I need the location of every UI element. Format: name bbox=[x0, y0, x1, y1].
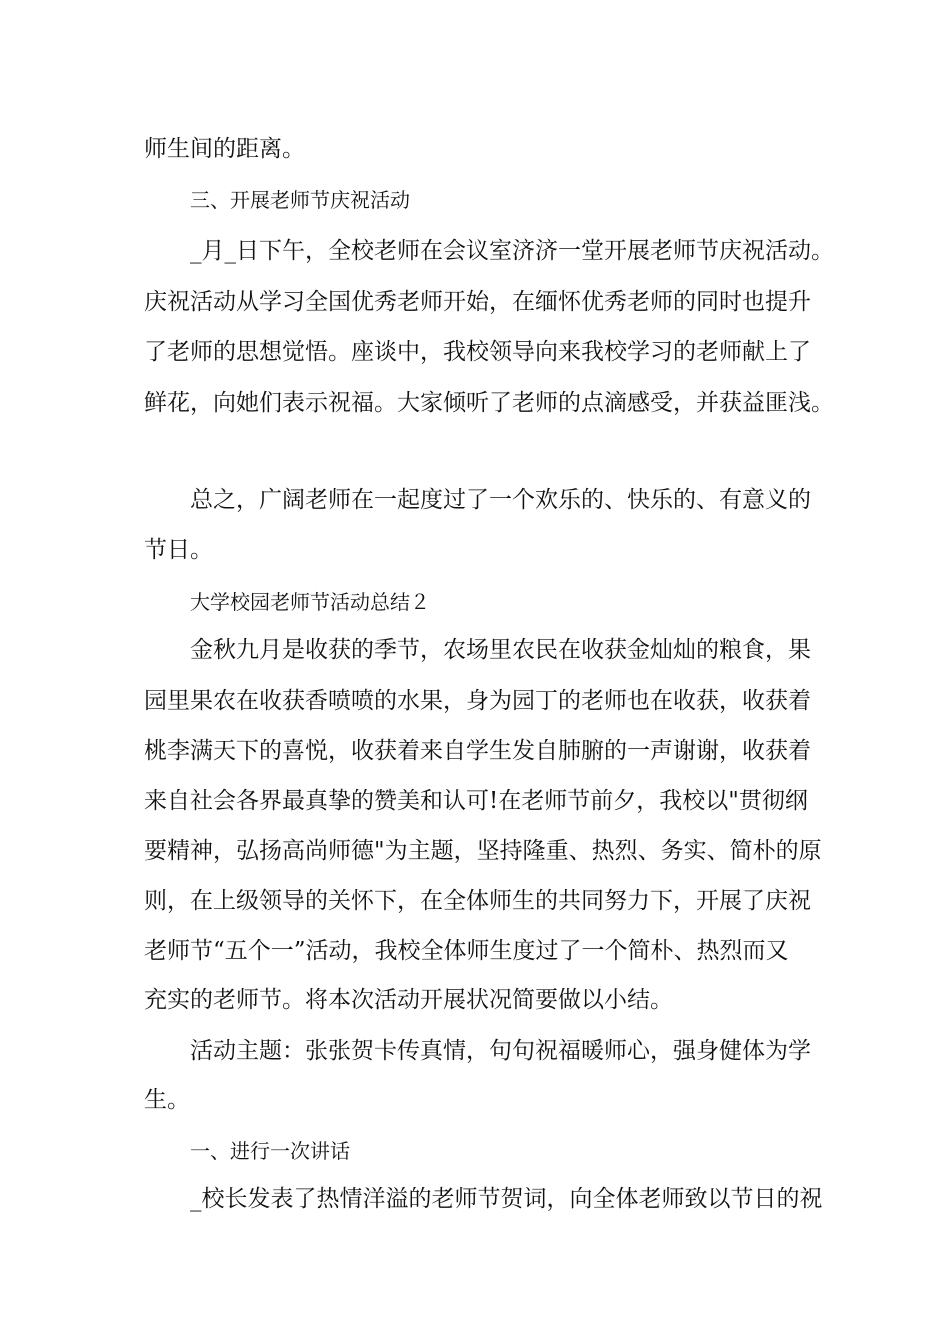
paragraph-line: 总之，广阔老师在一起度过了一个欢乐的、快乐的、有意义的 bbox=[190, 487, 811, 513]
paragraph-line: _校长发表了热情洋溢的老师节贺词，向全体老师致以节日的祝 bbox=[190, 1186, 823, 1212]
paragraph-line: 园里果农在收获香喷喷的水果，身为园丁的老师也在收获，收获着 bbox=[144, 688, 811, 714]
paragraph-line: 桃李满天下的喜悦，收获着来自学生发自肺腑的一声谢谢，收获着 bbox=[144, 738, 811, 764]
paragraph-line: 要精神，弘扬高尚师德"为主题，坚持隆重、热烈、务实、简朴的原 bbox=[144, 838, 822, 864]
paragraph-line: 活动主题：张张贺卡传真情，句句祝福暖师心，强身健体为学 bbox=[190, 1038, 811, 1064]
paragraph-line: 了老师的思想觉悟。座谈中，我校领导向来我校学习的老师献上了 bbox=[144, 339, 811, 365]
paragraph-line: 庆祝活动从学习全国优秀老师开始，在缅怀优秀老师的同时也提升 bbox=[144, 289, 811, 315]
paragraph-line: 来自社会各界最真挚的赞美和认可!在老师节前夕，我校以"贯彻纲 bbox=[144, 788, 808, 814]
section-heading: 三、开展老师节庆祝活动 bbox=[190, 188, 410, 212]
paragraph-line: 鲜花，向她们表示祝福。大家倾听了老师的点滴感受，并获益匪浅。 bbox=[144, 390, 834, 416]
section-heading: 大学校园老师节活动总结２ bbox=[190, 590, 430, 614]
section-heading: 一、进行一次讲话 bbox=[190, 1139, 350, 1163]
paragraph-line: 则，在上级领导的关怀下，在全体师生的共同努力下，开展了庆祝 bbox=[144, 888, 811, 914]
paragraph-line: 老师节“五个一”活动，我校全体师生度过了一个简朴、热烈而又 bbox=[144, 938, 789, 964]
paragraph-line: 金秋九月是收获的季节，农场里农民在收获金灿灿的粮食，果 bbox=[190, 637, 811, 663]
paragraph-line: 充实的老师节。将本次活动开展状况简要做以小结。 bbox=[144, 987, 673, 1013]
paragraph-line: _月_日下午，全校老师在会议室济济一堂开展老师节庆祝活动。 bbox=[190, 238, 834, 264]
paragraph-line: 师生间的距离。 bbox=[144, 136, 305, 162]
paragraph-line: 节日。 bbox=[144, 537, 213, 563]
paragraph-line: 生。 bbox=[144, 1087, 190, 1113]
